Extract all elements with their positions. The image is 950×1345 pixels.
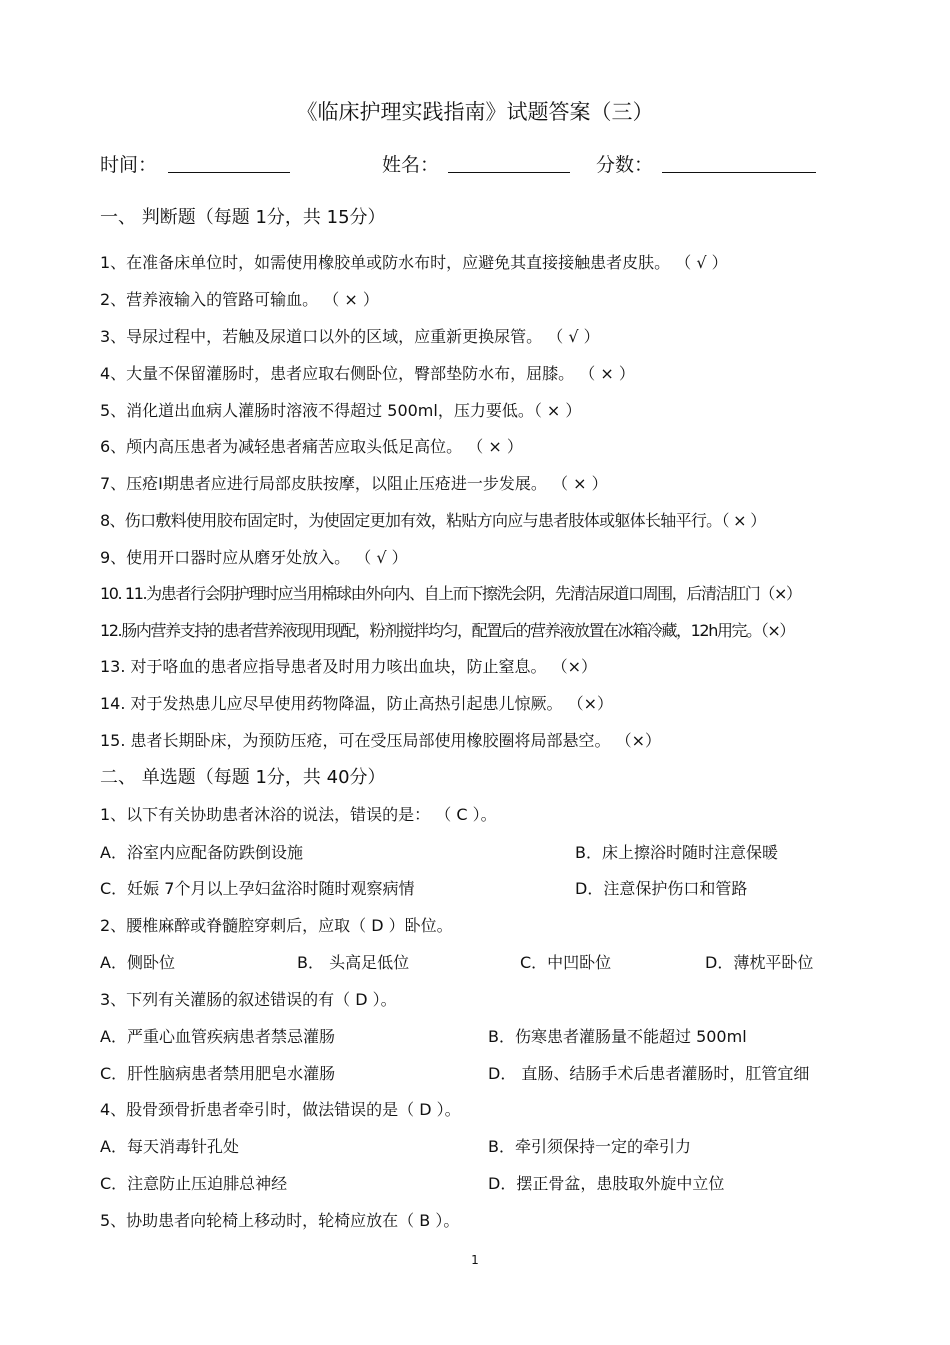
option-d: D．薄枕平卧位 (705, 953, 814, 972)
time-label: 时间： (100, 154, 158, 176)
tf-item: 15. 患者长期卧床，为预防压疮，可在受压局部使用橡胶圈将局部悬空。 （×） (100, 731, 662, 750)
tf-item: 4、大量不保留灌肠时，患者应取右侧卧位，臀部垫防水布，屈膝。 （ × ） (100, 364, 635, 383)
tf-item: 8、伤口敷料使用胶布固定时，为使固定更加有效，粘贴方向应与患者肢体或躯体长轴平行。（ × ） (100, 511, 766, 530)
tf-item: 7、压疮Ⅰ期患者应进行局部皮肤按摩，以阻止压疮进一步发展。 （ × ） (100, 474, 608, 493)
question-stem: 1、以下有关协助患者沐浴的说法，错误的是： （ C ）。 (100, 805, 497, 824)
option-a: A．浴室内应配备防跌倒设施 (100, 843, 303, 862)
option-c: C．妊娠 7个月以上孕妇盆浴时随时观察病情 (100, 879, 415, 898)
question-stem: 3、下列有关灌肠的叙述错误的有（ D ）。 (100, 990, 397, 1009)
name-label: 姓名： (382, 154, 440, 176)
tf-item: 13. 对于咯血的患者应指导患者及时用力咳出血块，防止窒息。 （×） (100, 657, 598, 676)
tf-item: 5、消化道出血病人灌肠时溶液不得超过 500ml，压力要低。（ × ） (100, 401, 582, 420)
option-d: D． 直肠、结肠手术后患者灌肠时，肛管宜细 (488, 1064, 810, 1083)
option-b: B． 头高足低位 (297, 953, 410, 972)
score-label: 分数： (596, 154, 654, 176)
page-number: 1 (471, 1253, 479, 1267)
option-c: C．注意防止压迫腓总神经 (100, 1174, 288, 1193)
question-stem: 5、协助患者向轮椅上移动时，轮椅应放在（ B ）。 (100, 1211, 460, 1230)
tf-item: 14. 对于发热患儿应尽早使用药物降温，防止高热引起患儿惊厥。 （×） (100, 694, 614, 713)
option-b: B．牵引须保持一定的牵引力 (488, 1137, 691, 1156)
option-a: A．侧卧位 (100, 953, 175, 972)
tf-item: 12.肠内营养支持的患者营养液现用现配，粉剂搅拌均匀，配置后的营养液放置在冰箱冷藏，12h用完。（×） (100, 621, 794, 640)
option-c: C．中凹卧位 (520, 953, 612, 972)
tf-item: 1、在准备床单位时，如需使用橡胶单或防水布时，应避免其直接接触患者皮肤。 （ √ ） (100, 253, 728, 272)
section-heading-true-false: 一、 判断题（每题 1分，共 15分） (100, 207, 386, 228)
tf-item: 6、颅内高压患者为减轻患者痛苦应取头低足高位。 （ × ） (100, 437, 523, 456)
question-stem: 2、腰椎麻醉或脊髓腔穿刺后，应取（ D ）卧位。 (100, 916, 453, 935)
option-a: A．严重心血管疾病患者禁忌灌肠 (100, 1027, 335, 1046)
tf-item: 10. 11.为患者行会阴护理时应当用棉球由外向内、自上而下擦洗会阴，先清洁尿道口周围，后清洁肛门（×） (100, 584, 801, 603)
tf-item: 9、使用开口器时应从磨牙处放入。 （ √ ） (100, 548, 408, 567)
option-b: B．床上擦浴时随时注意保暖 (575, 843, 778, 862)
document-title: 《临床护理实践指南》试题答案（三） (296, 100, 654, 124)
option-d: D．注意保护伤口和管路 (575, 879, 748, 898)
question-stem: 4、股骨颈骨折患者牵引时，做法错误的是（ D ）。 (100, 1100, 461, 1119)
section-heading-single-choice: 二、 单选题（每题 1分，共 40分） (100, 767, 386, 788)
tf-item: 2、营养液输入的管路可输血。 （ × ） (100, 290, 379, 309)
tf-item: 3、导尿过程中，若触及尿道口以外的区域，应重新更换尿管。 （ √ ） (100, 327, 600, 346)
info-row (100, 150, 860, 180)
option-b: B．伤寒患者灌肠量不能超过 500ml (488, 1027, 747, 1046)
option-a: A．每天消毒针孔处 (100, 1137, 239, 1156)
option-d: D．摆正骨盆，患肢取外旋中立位 (488, 1174, 725, 1193)
option-c: C．肝性脑病患者禁用肥皂水灌肠 (100, 1064, 336, 1083)
